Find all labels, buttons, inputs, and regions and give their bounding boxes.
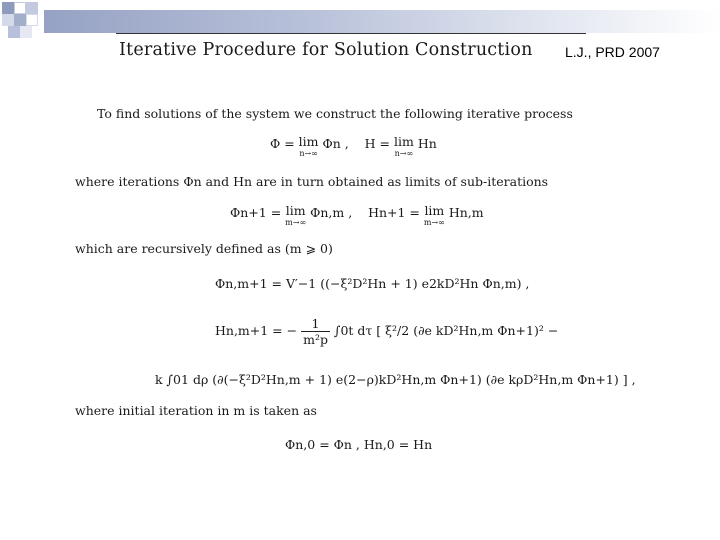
slide-title: Iterative Procedure for Solution Construction [119,40,533,60]
limits-equation [270,136,437,158]
decor-square-5 [14,14,26,26]
eq-h-rhs: Hn [417,136,437,151]
eq-phi-lhs: Φ = [270,136,299,151]
citation: L.J., PRD 2007 [565,44,660,60]
decor-square-4 [2,14,14,26]
where-iterations-text: where iterations Φn and Hn are in turn obtained as limits of sub-iterations [75,174,549,189]
title-rule [116,33,586,34]
eq-phin-lhs: Φn+1 = [230,205,286,220]
eq-phin-rhs: Φn,m , [310,205,353,220]
h-rec-lhs: Hn,m+1 = − [215,323,298,338]
sub-limits-equation [230,205,484,227]
lim-operator-1: lim n→∞ [298,134,319,158]
initial-equation: Φn,0 = Φn , Hn,0 = Hn [285,437,433,452]
lim-operator-3: lim m→∞ [285,203,307,227]
h-recursion-continued: k ∫01 dρ (∂(−ξ²D²Hn,m + 1) e(2−ρ)kD²Hn,m Φn+1) (∂e kρD²Hn,m Φn+1) ] , [155,372,636,387]
lim-operator-2: lim n→∞ [394,134,414,158]
h-rec-fraction: $\frac{1}{\text{m²p}}$ [303,316,328,347]
decor-square-7 [8,26,20,38]
decor-square-2 [14,2,26,14]
decor-square-8 [20,26,32,38]
eq-h-lhs: H = [364,136,394,151]
lim-operator-4: lim m→∞ [423,203,445,227]
decor-square-6 [26,14,38,26]
phi-recursion-equation: Φn,m+1 = V′−1 ((−ξ²D²Hn + 1) e2kD²Hn Φn,m) , [215,276,530,291]
h-rec-integral: ∫0t dτ [ ξ²/2 (∂e kD²Hn,m Φn+1)² − [333,323,559,338]
intro-text: To find solutions of the system we construct the following iterative process [97,106,573,121]
eq-hn-lhs: Hn+1 = [368,205,424,220]
h-recursion-equation [215,316,558,347]
recursive-text: which are recursively defined as (m ⩾ 0) [75,241,333,256]
initial-text: where initial iteration in m is taken as [75,403,317,418]
decor-square-1 [2,2,14,14]
eq-hn-rhs: Hn,m [448,205,484,220]
header-gradient-bar [44,10,720,33]
eq-phi-rhs: Φn , [322,136,349,151]
decor-square-3 [26,2,38,14]
